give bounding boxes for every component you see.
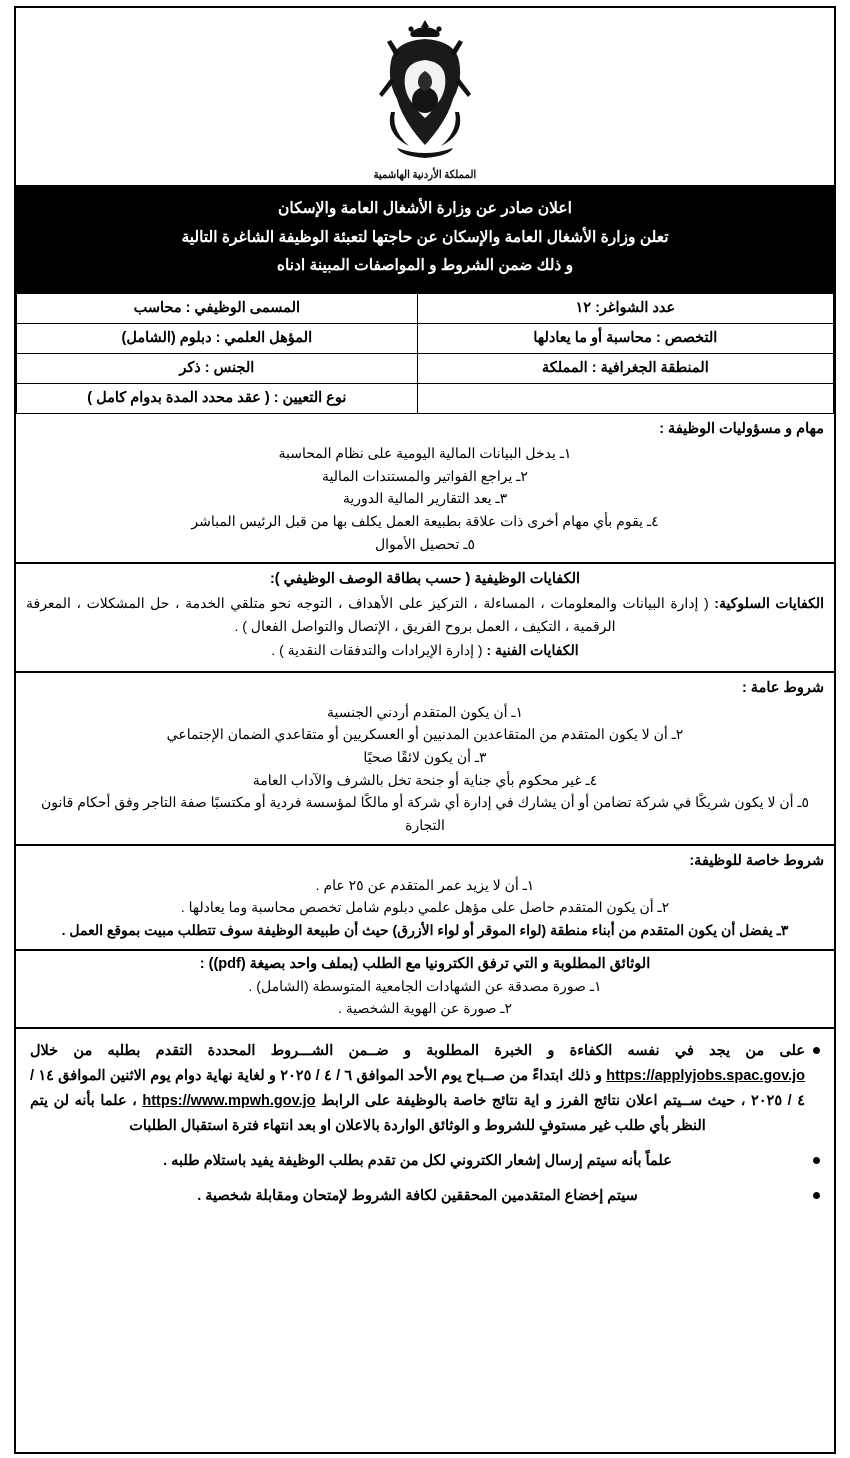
announcement-header bbox=[16, 187, 834, 293]
list-item: ٢ـ أن يكون المتقدم حاصل على مؤهل علمي دبلوم شامل تخصص محاسبة وما يعادلها . bbox=[180, 899, 670, 916]
header-line-3: و ذلك ضمن الشروط و المواصفات المبينة ادناه bbox=[276, 257, 574, 275]
qualification-cell: المؤهل العلمي : دبلوم (الشامل) bbox=[17, 324, 418, 354]
table-row bbox=[17, 294, 834, 324]
technical-competencies bbox=[26, 639, 824, 661]
duties-list bbox=[26, 442, 824, 555]
competencies-section bbox=[16, 564, 834, 672]
behavioral-competencies-label: الكفايات السلوكية: bbox=[714, 595, 825, 612]
bullet-dot-icon bbox=[813, 1157, 820, 1164]
list-item: ٣ـ يفضل أن يكون المتقدم من أبناء منطقة (لواء الموقر أو لواء الأزرق) حيث أن طبيعة الوظيفة سوف تتطلب مبيت بموقع العمل . bbox=[61, 921, 789, 938]
special-conditions-section bbox=[16, 846, 834, 951]
note-apply-part1: على من يجد في نفسه الكفاءة و الخبرة المطلوبة و ضــمن الشـــروط المحددة التقدم بطلبه من خلال bbox=[30, 1042, 805, 1059]
list-item: ٣ـ أن يكون لائقًا صحيًا bbox=[363, 748, 487, 765]
duties-section bbox=[16, 414, 834, 564]
behavioral-competencies-text: ( إدارة البيانات والمعلومات ، المساءلة ، التركيز على الأهداف ، التوجه نحو متلقي الخدمة ، حل المشكلات ، المعرفة الرقمية ، التكيف ، العمل بروح الفريق ، الإتصال والتواصل الفعال ) . bbox=[26, 595, 709, 634]
list-item: ٢ـ يراجع الفواتير والمستندات المالية bbox=[322, 467, 528, 484]
general-conditions-title: شروط عامة : bbox=[741, 679, 824, 696]
job-title-cell: المسمى الوظيفي : محاسب bbox=[17, 294, 418, 324]
ministry-website-link[interactable]: https://www.mpwh.gov.jo bbox=[142, 1092, 316, 1109]
note-exam-body: سيتم إخضاع المتقدمين المحققين لكافة الشروط لإمتحان ومقابلة شخصية . bbox=[197, 1187, 638, 1204]
gender-cell: الجنس : ذكر bbox=[17, 354, 418, 384]
note-email-body: علماً بأنه سيتم إرسال إشعار الكتروني لكل من تقدم بطلب الوظيفة يفيد باستلام طلبه . bbox=[163, 1152, 672, 1169]
note-apply-part2: و ذلك ابتداءً من صــباح يوم الأحد الموافق ٦ / ٤ / ٢٠٢٥ bbox=[280, 1067, 602, 1084]
documents-section bbox=[16, 951, 834, 1029]
behavioral-competencies bbox=[26, 592, 824, 637]
technical-competencies-label: الكفايات الفنية : bbox=[486, 642, 579, 659]
list-item: ٤ـ يقوم بأي مهام أخرى ذات علاقة بطبيعة العمل يكلف بها من قبل الرئيس المباشر bbox=[191, 513, 659, 530]
appointment-type-cell: نوع التعيين : ( عقد محدد المدة بدوام كامل ) bbox=[17, 384, 418, 414]
list-item: ١ـ أن يكون المتقدم أردني الجنسية bbox=[326, 703, 524, 720]
list-item: ١ـ صورة مصدقة عن الشهادات الجامعية المتوسطة (الشامل) . bbox=[248, 977, 602, 994]
geographic-area-cell: المنطقة الجغرافية : المملكة bbox=[417, 354, 833, 384]
bullet-dot-icon bbox=[813, 1192, 820, 1199]
table-row bbox=[17, 384, 834, 414]
general-conditions-section bbox=[16, 673, 834, 846]
bullet-dot-icon bbox=[813, 1047, 820, 1054]
apply-portal-link[interactable]: https://applyjobs.spac.gov.jo bbox=[606, 1067, 806, 1084]
table-row bbox=[17, 324, 834, 354]
list-item: ٥ـ تحصيل الأموال bbox=[375, 535, 475, 552]
competencies-title: الكفايات الوظيفية ( حسب بطاقة الوصف الوظيفي ): bbox=[269, 571, 581, 588]
special-conditions-list bbox=[26, 874, 824, 942]
jordan-coat-of-arms-icon bbox=[365, 16, 485, 166]
table-row bbox=[17, 354, 834, 384]
duties-title: مهام و مسؤوليات الوظيفة : bbox=[659, 421, 824, 438]
documents-title: الوثائق المطلوبة و التي ترفق الكترونيا مع الطلب (بملف واحد بصيغة (pdf)) : bbox=[199, 955, 651, 972]
list-item: ٤ـ غير محكوم بأي جناية أو جنحة تخل بالشرف والآداب العامة bbox=[252, 771, 598, 788]
list-item: ١ـ يدخل البيانات المالية اليومية على نظام المحاسبة bbox=[278, 445, 572, 462]
list-item: ٢ـ صورة عن الهوية الشخصية . bbox=[338, 1000, 512, 1017]
emblem-area bbox=[16, 8, 834, 187]
list-item: ٥ـ أن لا يكون شريكًا في شركة تضامن أو أن يشارك في إدارة أي شركة أو مالكًا لمؤسسة فردية أو مكتسبًا صفة التاجر وفق أحكام قانون التجارة bbox=[40, 794, 810, 833]
list-item: ١ـ أن لا يزيد عمر المتقدم عن ٢٥ عام . bbox=[315, 876, 535, 893]
general-conditions-list bbox=[26, 701, 824, 837]
specialization-cell: التخصص : محاسبة أو ما يعادلها bbox=[417, 324, 833, 354]
empty-cell bbox=[417, 384, 833, 414]
notes-section bbox=[16, 1029, 834, 1452]
note-item-email bbox=[30, 1149, 820, 1174]
advertisement-sheet bbox=[14, 6, 836, 1454]
note-apply-body bbox=[30, 1039, 805, 1139]
list-item: ٣ـ يعد التقارير المالية الدورية bbox=[342, 490, 508, 507]
note-item-exam bbox=[30, 1184, 820, 1209]
note-item-apply bbox=[30, 1039, 820, 1139]
documents-list bbox=[26, 975, 824, 1020]
emblem-caption: المملكة الأردنية الهاشمية bbox=[373, 169, 477, 181]
note-apply-part3: و لغاية نهاية دوام يوم الاثنين الموافق ١٤ / ٤ / ٢٠٢٥ ، حيث ســيتم اعلان نتائج الفرز و اية نتائج خاصة بالوظيفة على الرابط bbox=[30, 1067, 806, 1109]
header-line-1: اعلان صادر عن وزارة الأشغال العامة والإسكان bbox=[278, 200, 572, 217]
note-apply-part4: ، علما بأنه لن يتم النظر بأي طلب غير مستوفٍ للشروط و الوثائق الواردة بالاعلان او بعد انتهاء فترة استقبال الطلبات bbox=[30, 1092, 706, 1134]
job-info-table bbox=[16, 293, 834, 414]
special-conditions-title: شروط خاصة للوظيفة: bbox=[689, 852, 824, 869]
list-item: ٢ـ أن لا يكون المتقدم من المتقاعدين المدنيين أو العسكريين أو متقاعدي الضمان الإجتماعي bbox=[166, 726, 684, 743]
vacancies-count-cell: عدد الشواغر: ١٢ bbox=[417, 294, 833, 324]
technical-competencies-text: ( إدارة الإيرادات والتدفقات النقدية ) . bbox=[271, 642, 483, 659]
header-line-2: تعلن وزارة الأشغال العامة والإسكان عن حاجتها لتعبئة الوظيفة الشاغرة التالية bbox=[181, 228, 669, 246]
